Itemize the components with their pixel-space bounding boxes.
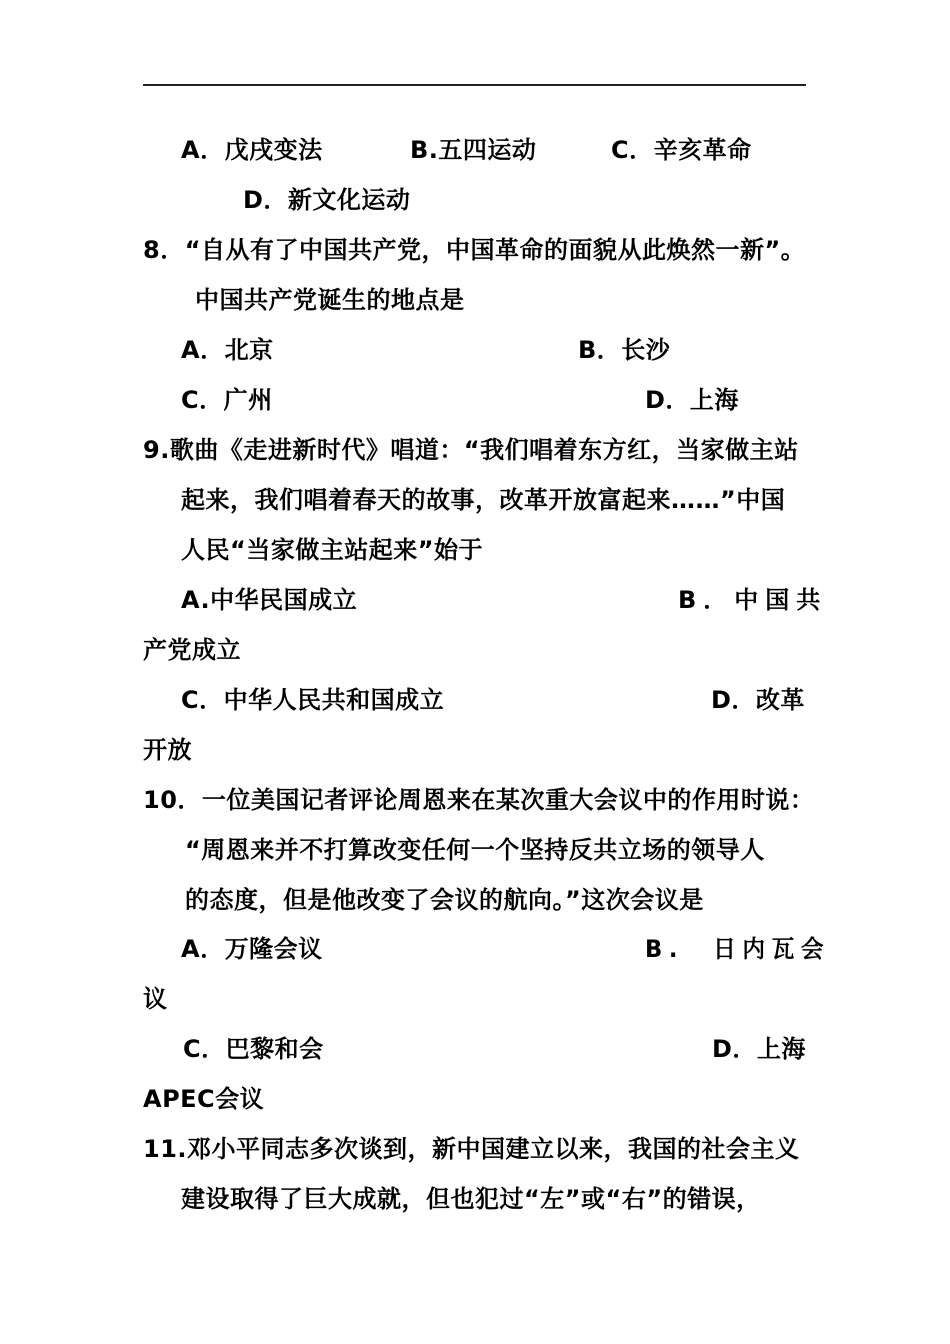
q8-stem-line-1: 8．“自从有了中国共产党，中国革命的面貌从此焕然一新”。 — [143, 236, 806, 264]
header-rule — [143, 84, 806, 86]
q10-stem-line-1: 10．一位美国记者评论周恩来在某次重大会议中的作用时说： — [143, 786, 815, 814]
q7-option-b: B.五四运动 — [410, 136, 537, 164]
q9-option-d: D．改革 — [711, 686, 805, 714]
q9-option-d-continued: 开放 — [143, 736, 192, 764]
q9-option-a: A.中华民国成立 — [181, 586, 358, 614]
q10-option-d-continued: APEC会议 — [143, 1085, 265, 1113]
q7-option-a: A．戊戌变法 — [181, 136, 323, 164]
q10-option-c: C．巴黎和会 — [183, 1035, 324, 1063]
q7-option-c: C．辛亥革命 — [611, 136, 752, 164]
q10-stem-line-3: 的态度，但是他改变了会议的航向。”这次会议是 — [185, 886, 704, 914]
q11-stem-line-1: 11.邓小平同志多次谈到，新中国建立以来，我国的社会主义 — [143, 1135, 800, 1163]
q7-option-d: D．新文化运动 — [243, 186, 411, 214]
q8-option-d: D．上海 — [645, 386, 739, 414]
q9-stem-line-1: 9.歌曲《走进新时代》唱道：“我们唱着东方红，当家做主站 — [143, 436, 799, 464]
q8-option-c: C．广州 — [181, 386, 273, 414]
q8-stem-line-2: 中国共产党诞生的地点是 — [195, 286, 465, 314]
q9-option-b: B．中国共 — [678, 586, 828, 614]
q10-option-b-continued: 议 — [143, 985, 168, 1013]
q10-option-d: D．上海 — [712, 1035, 806, 1063]
q9-option-c: C．中华人民共和国成立 — [181, 686, 445, 714]
q11-stem-line-2: 建设取得了巨大成就，但也犯过“左”或“右”的错误， — [181, 1185, 761, 1213]
q10-option-a: A．万隆会议 — [181, 935, 323, 963]
q9-stem-line-3: 人民“当家做主站起来”始于 — [181, 536, 484, 564]
q8-option-a: A．北京 — [181, 336, 274, 364]
q8-option-b: B．长沙 — [578, 336, 671, 364]
q9-option-b-continued: 产党成立 — [143, 636, 241, 664]
q10-stem-line-2: “周恩来并不打算改变任何一个坚持反共立场的领导人 — [185, 836, 765, 864]
q10-option-b: B. 日内瓦会 — [645, 935, 831, 963]
q9-stem-line-2: 起来，我们唱着春天的故事，改革开放富起来……”中国 — [181, 486, 786, 514]
